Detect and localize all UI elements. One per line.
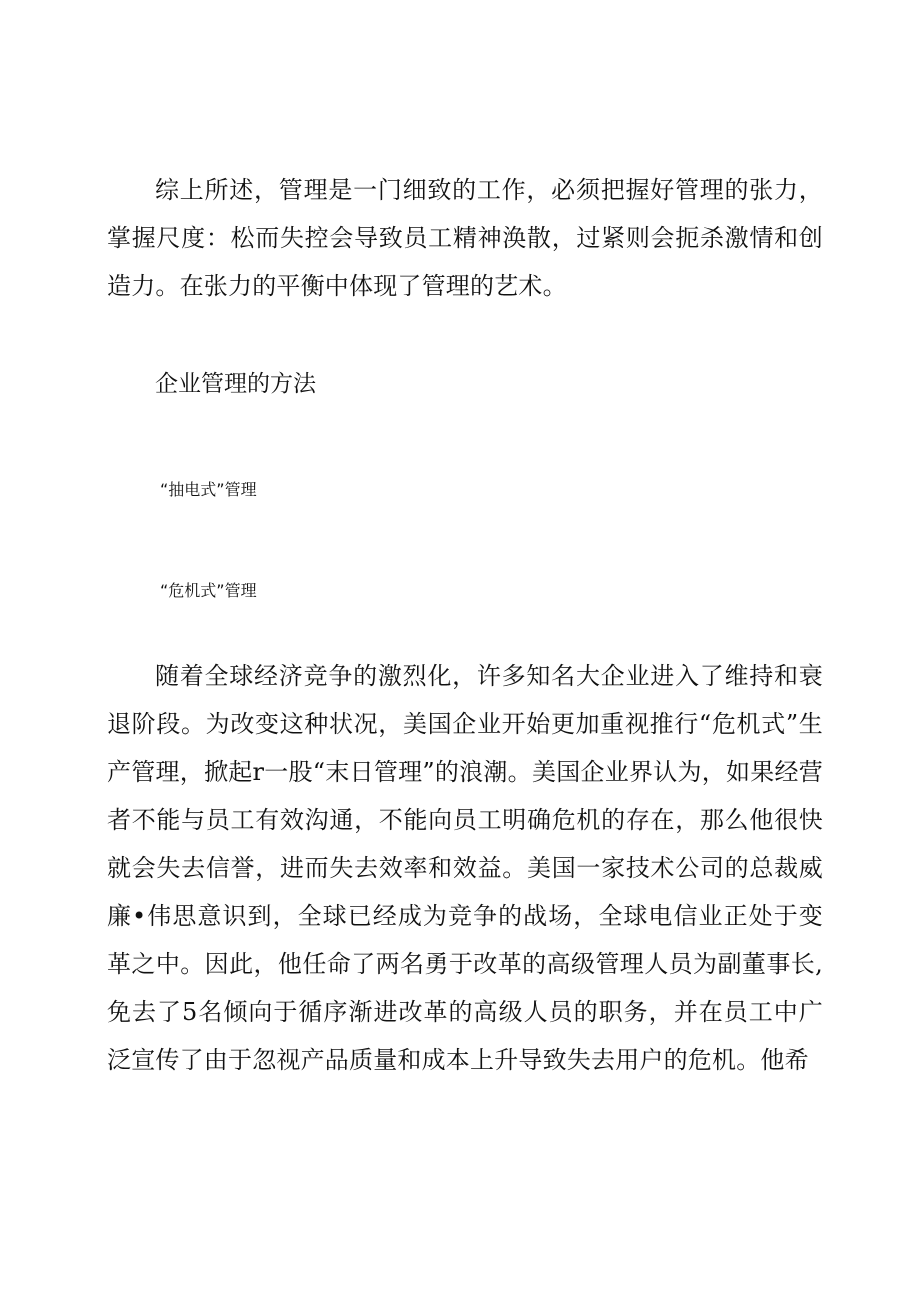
subsection-title-electric: “抽电式”管理 xyxy=(160,480,257,499)
crisis-management-paragraph: 随着全球经济竞争的激烈化，许多知名大企业进入了维持和衰退阶段。为改变这种状况，美国企业开始更加重视推行“危机式”生产管理，掀起r一股“末日管理”的浪潮。美国企业界认为，如果经营者不能与员工有效沟通，不能向员工明确危机的存在，那么他很快就会失去信誉，进而失去效率和效益。美国一家技术公司的总裁威廉•伟思意识到，全球已经成为竞争的战场，全球电信业正处于变革之中。因此，他任命了两名勇于改革的高级管理人员为副董事长,免去了5名倾向于循序渐进改革的高级人员的职务，并在员工中广泛宣传了由于忽视产品质量和成本上升导致失去用户的危机。他希 xyxy=(107,662,823,1074)
subsection-title-crisis: “危机式”管理 xyxy=(160,581,257,600)
section-title: 企业管理的方法 xyxy=(155,371,316,397)
summary-paragraph: 综上所述，管理是一门细致的工作，必须把握好管理的张力，掌握尺度：松而失控会导致员工精神涣散，过紧则会扼杀激情和创造力。在张力的平衡中体现了管理的艺术。 xyxy=(107,176,823,300)
